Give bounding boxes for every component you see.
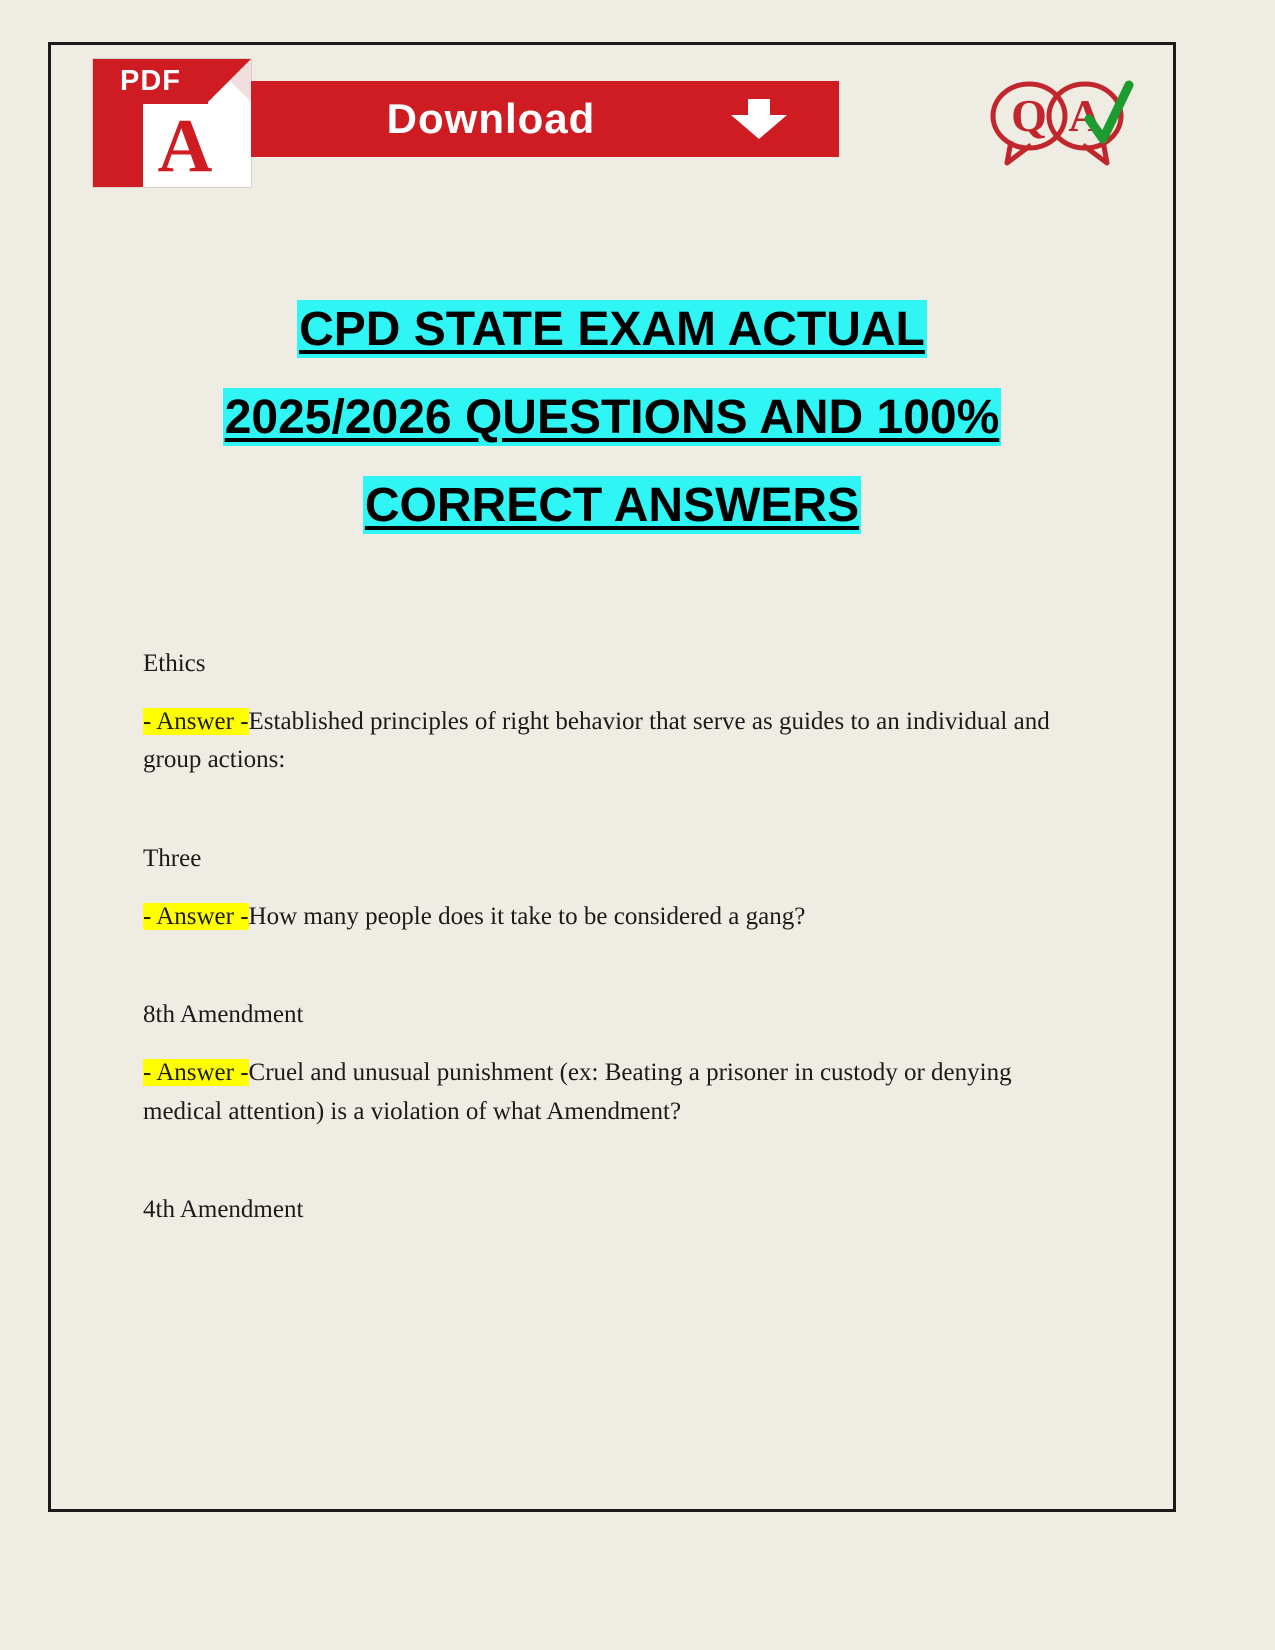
qa-item xyxy=(143,840,1083,936)
qa-answer xyxy=(143,703,1083,781)
title-line-2: 2025/2026 QUESTIONS AND 100% xyxy=(223,388,1002,446)
svg-text:A: A xyxy=(1068,90,1102,141)
download-label: Download xyxy=(386,95,596,142)
qa-term-trailing: 4th Amendment xyxy=(143,1196,304,1224)
qa-term: Three xyxy=(143,845,202,872)
qa-answer-text: How many people does it take to be considered a gang? xyxy=(248,902,806,930)
qa-item xyxy=(143,996,1083,1131)
answer-marker: - Answer - xyxy=(143,1058,249,1086)
download-arrow-icon xyxy=(731,99,787,141)
qa-term: 8th Amendment xyxy=(143,1001,304,1029)
download-button[interactable] xyxy=(251,81,839,157)
pdf-icon-label: PDF xyxy=(120,65,181,97)
qa-content xyxy=(143,645,1083,1229)
qa-logo xyxy=(977,71,1137,171)
acrobat-glyph-icon: A xyxy=(157,104,213,188)
answer-marker: - Answer - xyxy=(143,902,249,930)
qa-term: Ethics xyxy=(143,650,206,677)
answer-marker: - Answer - xyxy=(143,707,249,735)
document-page xyxy=(48,42,1176,1512)
qa-item xyxy=(143,645,1083,780)
pdf-file-icon xyxy=(93,59,251,187)
qa-answer xyxy=(143,898,1083,937)
title-line-1: CPD STATE EXAM ACTUAL xyxy=(297,300,927,358)
qa-answer-text: Established principles of right behavior that serve as guides to an individual and group actions: xyxy=(143,707,1050,774)
document-header xyxy=(51,45,1173,205)
page-title xyxy=(51,300,1173,564)
qa-answer xyxy=(143,1054,1083,1132)
svg-text:Q: Q xyxy=(1011,90,1047,141)
pdf-icon-spine xyxy=(93,104,143,187)
title-line-3: CORRECT ANSWERS xyxy=(363,476,861,534)
qa-answer-text: Cruel and unusual punishment (ex: Beating a prisoner in custody or denying medical attention) is a violation of what Amendment? xyxy=(143,1058,1012,1125)
pdf-icon-fold xyxy=(208,59,251,102)
